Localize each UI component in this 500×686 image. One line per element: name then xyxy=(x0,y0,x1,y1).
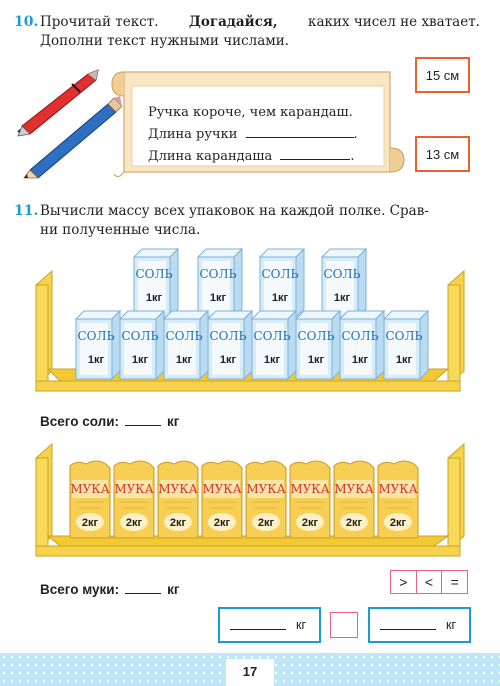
salt-package xyxy=(208,311,252,379)
salt-label: СОЛЬ xyxy=(341,329,379,343)
task-11-text-line1: Вычисли массу всех упаковок на каждой полке. Срав- xyxy=(40,203,429,219)
salt-weight: 1кг xyxy=(87,354,105,366)
salt-weight: 1кг xyxy=(145,292,163,304)
salt-weight: 1кг xyxy=(219,354,237,366)
comparison-symbols xyxy=(390,570,468,594)
salt-package xyxy=(296,311,340,379)
task-10-text-a: Прочитай текст. xyxy=(40,14,159,30)
salt-label: СОЛЬ xyxy=(165,329,203,343)
task-11-text-line2: ни полученные числа. xyxy=(40,222,201,238)
period: . xyxy=(353,127,358,142)
salt-label: СОЛЬ xyxy=(323,267,361,281)
flour-label: МУКА xyxy=(158,482,198,496)
salt-label: СОЛЬ xyxy=(297,329,335,343)
flour-label: МУКА xyxy=(114,482,154,496)
option-13cm[interactable]: 13 см xyxy=(415,136,470,172)
salt-weight: 1кг xyxy=(307,354,325,366)
pencil-length-label: Длина карандаша xyxy=(148,149,273,164)
salt-package xyxy=(120,311,164,379)
salt-package xyxy=(198,249,242,317)
salt-package xyxy=(260,249,304,317)
salt-total xyxy=(40,414,179,429)
compare-right-unit: кг xyxy=(446,618,457,632)
flour-packages xyxy=(62,456,422,546)
salt-total-label: Всего соли: xyxy=(40,414,119,429)
salt-label: СОЛЬ xyxy=(199,267,237,281)
salt-weight: 1кг xyxy=(263,354,281,366)
salt-weight: 1кг xyxy=(131,354,149,366)
salt-package xyxy=(134,249,178,317)
compare-box-right[interactable] xyxy=(368,607,471,643)
flour-label: МУКА xyxy=(202,482,242,496)
pen-length-label: Длина ручки xyxy=(148,127,238,142)
salt-package xyxy=(340,311,384,379)
option-15cm[interactable]: 15 см xyxy=(415,57,470,93)
salt-label: СОЛЬ xyxy=(253,329,291,343)
salt-total-blank[interactable] xyxy=(125,416,161,426)
task-11-number: 11. xyxy=(14,203,39,219)
salt-package xyxy=(164,311,208,379)
task-10-text-b: Догадайся, xyxy=(188,14,278,30)
flour-label: МУКА xyxy=(334,482,374,496)
scroll-line-2 xyxy=(148,124,388,146)
scroll-text-block xyxy=(148,102,388,168)
pencil-icon xyxy=(24,96,122,178)
task-10-text-c: каких чисел не хватает. xyxy=(308,14,480,30)
salt-label: СОЛЬ xyxy=(121,329,159,343)
flour-label: МУКА xyxy=(290,482,330,496)
salt-weight: 1кг xyxy=(395,354,413,366)
salt-label: СОЛЬ xyxy=(135,267,173,281)
greater-than-symbol[interactable]: > xyxy=(399,574,408,590)
flour-total-label: Всего муки: xyxy=(40,582,120,597)
flour-total-unit: кг xyxy=(167,582,180,597)
flour-total-blank[interactable] xyxy=(125,584,161,594)
flour-label: МУКА xyxy=(70,482,110,496)
equals-symbol[interactable]: = xyxy=(441,571,467,593)
task-10-number: 10. xyxy=(14,14,39,30)
salt-total-unit: кг xyxy=(167,414,180,429)
flour-weight: 2кг xyxy=(125,517,143,529)
compare-box-left[interactable] xyxy=(218,607,321,643)
pen-length-blank[interactable] xyxy=(246,124,354,138)
period: . xyxy=(350,149,355,164)
pencil-length-blank[interactable] xyxy=(280,146,350,160)
salt-label: СОЛЬ xyxy=(209,329,247,343)
flour-weight: 2кг xyxy=(213,517,231,529)
flour-weight: 2кг xyxy=(389,517,407,529)
salt-package xyxy=(384,311,428,379)
compare-left-blank[interactable] xyxy=(230,620,286,630)
salt-weight: 1кг xyxy=(209,292,227,304)
compare-left-unit: кг xyxy=(296,618,307,632)
flour-label: МУКА xyxy=(378,482,418,496)
compare-sign-box[interactable] xyxy=(330,612,358,638)
salt-label: СОЛЬ xyxy=(77,329,115,343)
flour-weight: 2кг xyxy=(345,517,363,529)
salt-weight: 1кг xyxy=(351,354,369,366)
page-number: 17 xyxy=(242,664,258,679)
flour-weight: 2кг xyxy=(257,517,275,529)
flour-label: МУКА xyxy=(246,482,286,496)
task-11-instructions xyxy=(40,202,480,240)
salt-packages xyxy=(70,245,430,385)
salt-weight: 1кг xyxy=(333,292,351,304)
scroll-line-1: Ручка короче, чем карандаш. xyxy=(148,105,353,120)
less-than-symbol[interactable]: < xyxy=(416,571,442,593)
flour-weight: 2кг xyxy=(169,517,187,529)
flour-total xyxy=(40,582,179,597)
salt-package xyxy=(322,249,366,317)
salt-package xyxy=(252,311,296,379)
task-10-text-line2: Дополни текст нужными числами. xyxy=(40,33,290,49)
flour-weight: 2кг xyxy=(81,517,99,529)
salt-label: СОЛЬ xyxy=(261,267,299,281)
salt-package xyxy=(76,311,120,379)
scroll-line-3 xyxy=(148,146,388,168)
flour-weight: 2кг xyxy=(301,517,319,529)
salt-weight: 1кг xyxy=(175,354,193,366)
task-10-instructions xyxy=(40,13,480,51)
salt-label: СОЛЬ xyxy=(385,329,423,343)
salt-weight: 1кг xyxy=(271,292,289,304)
compare-right-blank[interactable] xyxy=(380,620,436,630)
